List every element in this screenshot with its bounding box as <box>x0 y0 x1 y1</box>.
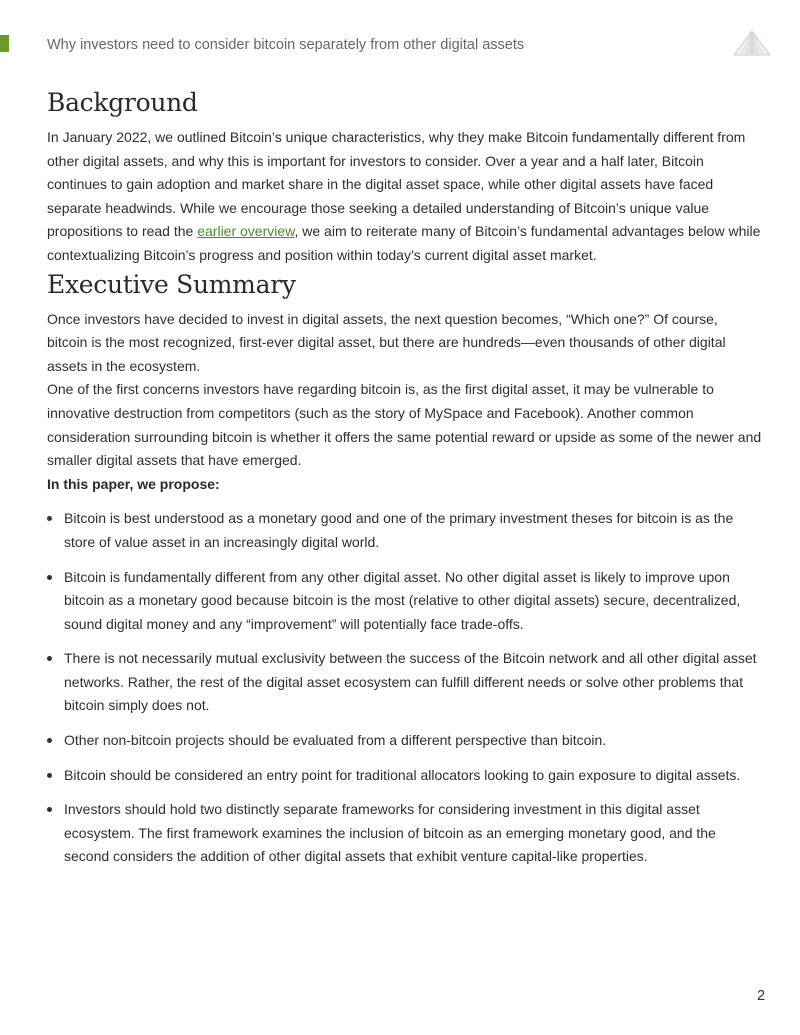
list-item <box>47 566 762 637</box>
list-item-text: Investors should hold two distinctly separate frameworks for considering investment in this digital asset ecosystem. The first framework examines the inclusion of bitcoin as an emerging monetary good, and the second considers the addition of other digital assets that exhibit venture capital-like properties. <box>64 801 716 865</box>
bullet-icon <box>47 807 52 812</box>
header-accent-bar <box>0 35 9 52</box>
list-item-text: Other non-bitcoin projects should be evaluated from a different perspective than bitcoin. <box>64 732 607 749</box>
background-heading: Background <box>47 88 198 117</box>
bullet-icon <box>47 575 52 580</box>
background-paragraph <box>47 126 762 268</box>
bullet-icon <box>47 738 52 743</box>
executive-summary-paragraph-1: Once investors have decided to invest in digital assets, the next question becomes, “Which one?” Of course, bitcoin is the most recognized, first-ever digital asset, but there are hundreds—even thousands of other digital assets in the ecosystem. <box>47 310 726 374</box>
bullet-icon <box>47 656 52 661</box>
executive-summary-paragraph-2: One of the first concerns investors have regarding bitcoin is, as the first digital asset, it may be vulnerable to innovative destruction from competitors (such as the story of MySpace and Facebook). Another common consideration surrounding bitcoin is whether it offers the same potential reward or upside as some of the newer and smaller digital assets that have emerged. <box>47 381 762 469</box>
list-item-text: There is not necessarily mutual exclusivity between the success of the Bitcoin network and all other digital asset networks. Rather, the rest of the digital asset ecosystem can fulfill different needs or solve other problems that bitcoin simply does not. <box>64 650 757 714</box>
list-item <box>47 647 762 718</box>
triangle-logo-icon <box>733 30 771 56</box>
list-item-text: Bitcoin should be considered an entry point for traditional allocators looking to gain exposure to digital assets. <box>64 766 741 783</box>
running-header-title: Why investors need to consider bitcoin separately from other digital assets <box>47 37 525 53</box>
list-item <box>47 729 762 753</box>
page-number: 2 <box>757 988 766 1004</box>
background-text-start: In January 2022, we outlined Bitcoin’s unique characteristics, why they make Bitcoin fundamentally different from other digital assets, and why this is important for investors to consider. Over a year and a half later, Bitcoin continues to gain adoption and market share in the digital asset space, while other digital assets have faced separate headwinds. While we encourage those seeking a detailed understanding of Bitcoin’s unique value propositions to read the <box>47 129 746 240</box>
list-item-text: Bitcoin is best understood as a monetary good and one of the primary investment theses for bitcoin is as the store of value asset in an increasingly digital world. <box>64 510 734 550</box>
document-body <box>47 86 762 880</box>
propose-label: In this paper, we propose: <box>47 475 220 492</box>
proposal-list <box>47 507 762 869</box>
bullet-icon <box>47 516 52 521</box>
executive-summary-heading: Executive Summary <box>47 269 296 299</box>
background-text-end: , we aim to reiterate many of Bitcoin’s fundamental advantages below while contextualizing Bitcoin’s progress and position within today’s current digital asset market. <box>47 223 761 263</box>
list-item <box>47 798 762 869</box>
list-item-text: Bitcoin is fundamentally different from any other digital asset. No other digital asset is likely to improve upon bitcoin as a monetary good because bitcoin is the most (relative to other digital assets) secure, decentralized, sound digital money and any “improvement” will potentially face trade-offs. <box>64 568 741 632</box>
bullet-icon <box>47 773 52 778</box>
earlier-overview-link[interactable]: earlier overview <box>197 223 295 240</box>
list-item <box>47 764 762 788</box>
list-item <box>47 507 762 554</box>
